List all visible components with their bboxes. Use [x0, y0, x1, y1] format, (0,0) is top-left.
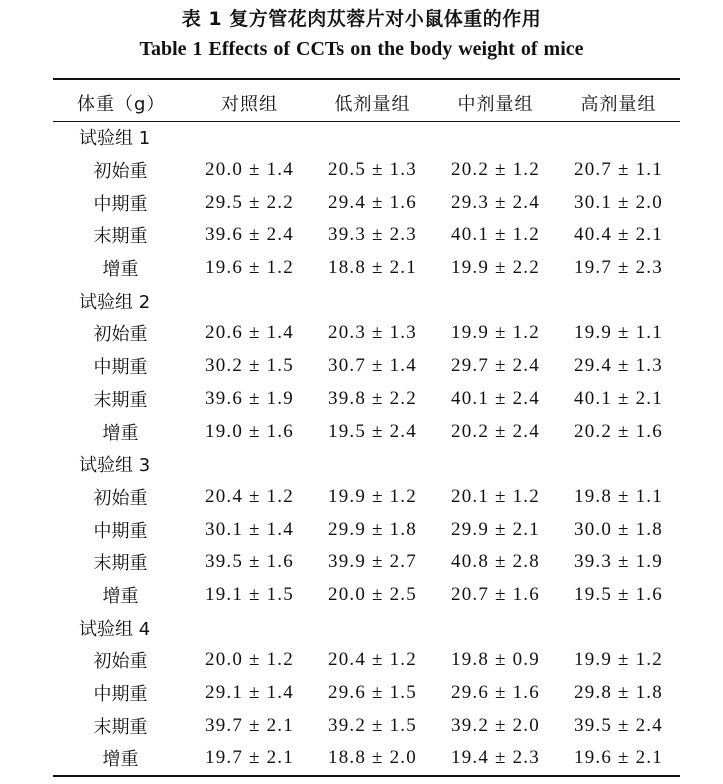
- table-row: [53, 154, 680, 187]
- table-cell: 20.4 ± 1.2: [205, 485, 294, 507]
- table-cell: 18.8 ± 2.1: [328, 257, 417, 279]
- row-label: 初始重: [93, 487, 148, 509]
- table-cell: 20.1 ± 1.2: [451, 485, 540, 507]
- row-label: 末期重: [93, 226, 148, 248]
- table-cell: 29.9 ± 1.8: [328, 518, 417, 540]
- table-cell: 20.7 ± 1.1: [574, 159, 663, 181]
- table-cell: 19.1 ± 1.5: [205, 583, 294, 605]
- table-cell: 20.0 ± 1.4: [205, 159, 294, 181]
- row-label: 末期重: [93, 389, 148, 411]
- table-row: [53, 644, 680, 677]
- group-label: 试验组 3: [79, 455, 151, 477]
- table-cell: 30.1 ± 1.4: [205, 518, 294, 540]
- table-caption-english: Table 1 Effects of CCTs on the body weight of mice: [139, 38, 584, 60]
- group-label: 试验组 2: [79, 291, 151, 313]
- row-label: 中期重: [93, 684, 148, 706]
- header-mid-dose: 中剂量组: [457, 93, 534, 115]
- table-cell: 19.9 ± 1.1: [574, 322, 663, 344]
- table-cell: 39.3 ± 1.9: [574, 551, 663, 573]
- group-row: [53, 284, 680, 317]
- table-cell: 19.9 ± 2.2: [451, 257, 540, 279]
- table-row: [53, 219, 680, 252]
- row-label: 初始重: [93, 161, 148, 183]
- table-header-row: [53, 84, 680, 121]
- table-row: [53, 579, 680, 612]
- header-control: 对照组: [221, 93, 278, 115]
- table-row: [53, 350, 680, 383]
- table-row: [53, 383, 680, 416]
- row-label: 中期重: [93, 193, 148, 215]
- header-low-dose: 低剂量组: [334, 93, 411, 115]
- table-cell: 20.4 ± 1.2: [328, 649, 417, 671]
- group-row: [53, 448, 680, 481]
- table-cell: 18.8 ± 2.0: [328, 747, 417, 769]
- table-cell: 19.9 ± 1.2: [574, 649, 663, 671]
- table-row: [53, 546, 680, 579]
- table-cell: 39.9 ± 2.7: [328, 551, 417, 573]
- table-cell: 19.5 ± 1.6: [574, 583, 663, 605]
- group-label: 试验组 4: [79, 618, 151, 640]
- table-cell: 20.2 ± 2.4: [451, 420, 540, 442]
- table-cell: 29.5 ± 2.2: [205, 191, 294, 213]
- table-cell: 19.6 ± 1.2: [205, 257, 294, 279]
- table-row: [53, 742, 680, 775]
- table-cell: 39.5 ± 2.4: [574, 714, 663, 736]
- table-cell: 19.9 ± 1.2: [328, 485, 417, 507]
- table-row: [53, 252, 680, 285]
- table-row: [53, 186, 680, 219]
- row-label: 增重: [102, 259, 139, 281]
- table-cell: 39.5 ± 1.6: [205, 551, 294, 573]
- table-cell: 20.7 ± 1.6: [451, 583, 540, 605]
- row-label: 初始重: [93, 651, 148, 673]
- table-caption-chinese: 表 1 复方管花肉苁蓉片对小鼠体重的作用: [181, 8, 542, 30]
- table-row: [53, 481, 680, 514]
- table-cell: 29.4 ± 1.6: [328, 191, 417, 213]
- table-cell: 30.1 ± 2.0: [574, 191, 663, 213]
- table-cell: 20.5 ± 1.3: [328, 159, 417, 181]
- row-label: 增重: [102, 422, 139, 444]
- table-row: [53, 709, 680, 742]
- table-bottom-rule: [53, 775, 680, 777]
- table-cell: 39.3 ± 2.3: [328, 224, 417, 246]
- table-cell: 19.8 ± 1.1: [574, 485, 663, 507]
- table-cell: 19.9 ± 1.2: [451, 322, 540, 344]
- row-label: 增重: [102, 749, 139, 771]
- table-cell: 29.4 ± 1.3: [574, 355, 663, 377]
- table-row: [53, 317, 680, 350]
- table-cell: 20.0 ± 2.5: [328, 583, 417, 605]
- group-label: 试验组 1: [79, 128, 151, 150]
- table-cell: 30.7 ± 1.4: [328, 355, 417, 377]
- table-row: [53, 513, 680, 546]
- table-cell: 29.9 ± 2.1: [451, 518, 540, 540]
- table-cell: 29.6 ± 1.6: [451, 682, 540, 704]
- table-body: [53, 121, 680, 775]
- table-cell: 40.8 ± 2.8: [451, 551, 540, 573]
- table-cell: 29.1 ± 1.4: [205, 682, 294, 704]
- table-cell: 40.1 ± 1.2: [451, 224, 540, 246]
- table-cell: 40.4 ± 2.1: [574, 224, 663, 246]
- table-top-rule: [53, 78, 680, 80]
- table-cell: 40.1 ± 2.4: [451, 387, 540, 409]
- header-high-dose: 高剂量组: [580, 93, 657, 115]
- table-cell: 19.6 ± 2.1: [574, 747, 663, 769]
- row-label: 末期重: [93, 716, 148, 738]
- table-cell: 19.4 ± 2.3: [451, 747, 540, 769]
- table-row: [53, 415, 680, 448]
- group-row: [53, 121, 680, 154]
- table-row: [53, 677, 680, 710]
- body-weight-table: [53, 84, 680, 775]
- table-cell: 30.2 ± 1.5: [205, 355, 294, 377]
- table-cell: 29.6 ± 1.5: [328, 682, 417, 704]
- table-cell: 29.7 ± 2.4: [451, 355, 540, 377]
- table-cell: 20.6 ± 1.4: [205, 322, 294, 344]
- table-cell: 30.0 ± 1.8: [574, 518, 663, 540]
- table-cell: 39.6 ± 2.4: [205, 224, 294, 246]
- table-cell: 40.1 ± 2.1: [574, 387, 663, 409]
- table-cell: 19.7 ± 2.1: [205, 747, 294, 769]
- group-row: [53, 611, 680, 644]
- table-cell: 19.5 ± 2.4: [328, 420, 417, 442]
- table-cell: 39.6 ± 1.9: [205, 387, 294, 409]
- table-cell: 39.2 ± 1.5: [328, 714, 417, 736]
- table-cell: 19.0 ± 1.6: [205, 420, 294, 442]
- row-label: 初始重: [93, 324, 148, 346]
- table-cell: 20.0 ± 1.2: [205, 649, 294, 671]
- table-cell: 20.2 ± 1.6: [574, 420, 663, 442]
- row-label: 中期重: [93, 357, 148, 379]
- table-cell: 39.7 ± 2.1: [205, 714, 294, 736]
- table-cell: 39.2 ± 2.0: [451, 714, 540, 736]
- table-cell: 19.7 ± 2.3: [574, 257, 663, 279]
- table-cell: 20.3 ± 1.3: [328, 322, 417, 344]
- table-cell: 19.8 ± 0.9: [451, 649, 540, 671]
- table-cell: 20.2 ± 1.2: [451, 159, 540, 181]
- table-cell: 29.8 ± 1.8: [574, 682, 663, 704]
- table-cell: 29.3 ± 2.4: [451, 191, 540, 213]
- row-label: 增重: [102, 585, 139, 607]
- row-label: 末期重: [93, 553, 148, 575]
- table-cell: 39.8 ± 2.2: [328, 387, 417, 409]
- header-weight: 体重（g）: [77, 93, 166, 115]
- row-label: 中期重: [93, 520, 148, 542]
